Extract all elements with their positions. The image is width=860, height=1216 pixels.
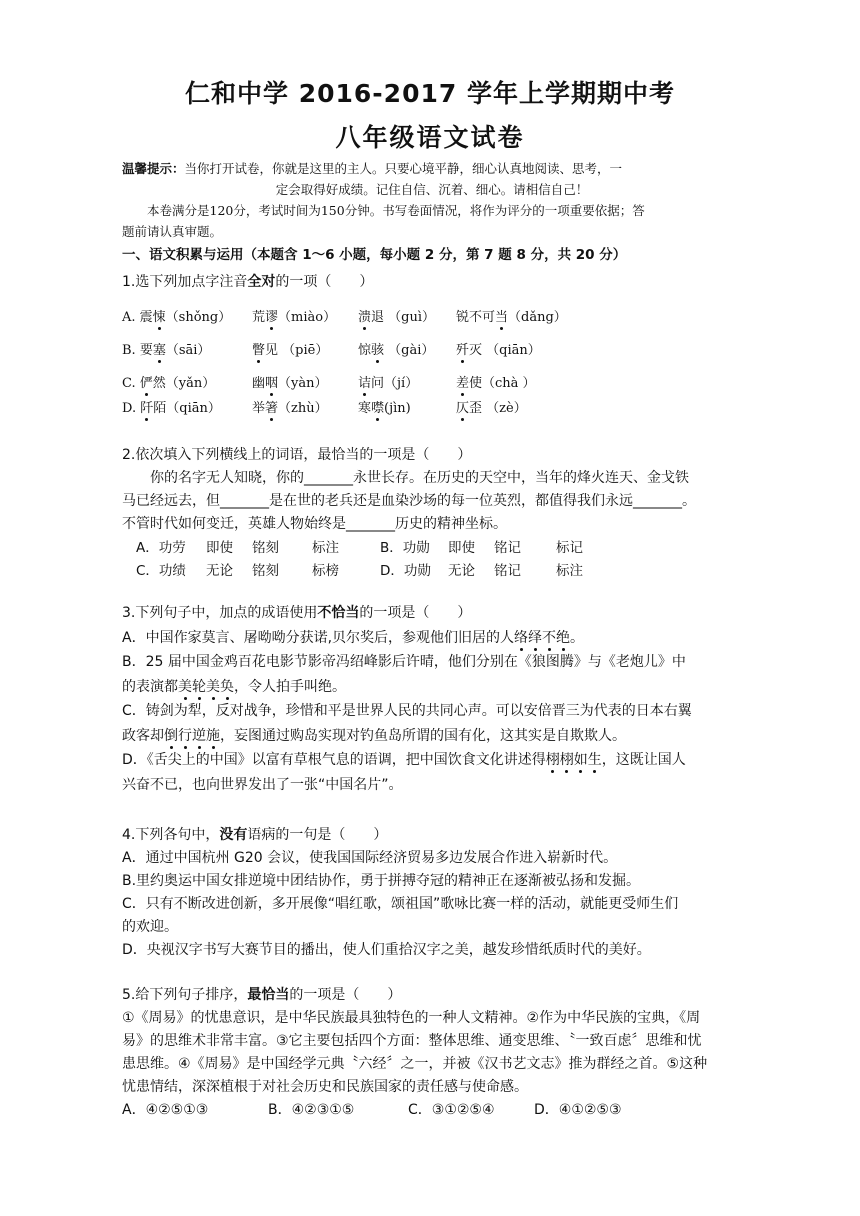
section-heading: 一、语文积累与运用（本题含 1～6 小题，每小题 2 分，第 7 题 8 分，共 20 分） xyxy=(122,247,627,263)
warm-tip xyxy=(122,158,742,200)
q3-option-b-line2: 的表演都美轮美奂，令人拍手叫绝。 xyxy=(122,678,346,695)
question-2 xyxy=(122,444,742,536)
question-1-stem xyxy=(122,271,742,294)
q2-passage-line1: 你的名字无人知晓，你的_______永世长存。在历史的天空中，当年的烽火连天、金戈铁 xyxy=(150,470,689,486)
exam-subtitle: 八年级语文试卷 xyxy=(335,123,525,152)
q4-stem: 4.下列各句中，没有语病的一句是（ ） xyxy=(122,827,388,843)
q5-option-a: A．④②⑤①③ xyxy=(122,1102,209,1118)
q3-option-a: A．中国作家莫言、屠呦呦分获诺,贝尔奖后，参观他们旧居的人络绎不绝。 xyxy=(122,629,585,646)
q5-option-b: B．④②③①⑤ xyxy=(268,1102,355,1118)
q5-sentences-line2: 易》的思维术非常丰富。③它主要包括四个方面：整体思维、通变思维、〝一致百虑〞思维和忧 xyxy=(122,1033,702,1049)
q4-option-b: B.里约奥运中国女排逆境中团结协作，勇于拼搏夺冠的精神正在逐渐被弘扬和发掘。 xyxy=(122,873,641,889)
q5-option-c: C．③①②⑤④ xyxy=(408,1102,495,1118)
dotted-idiom: 栩栩如生 xyxy=(545,752,602,768)
q4-option-c-line2: 的欢迎。 xyxy=(122,919,178,935)
q1-stem-key: 全对 xyxy=(247,274,276,290)
q4-option-c-line1: C．只有不断改进创新，多开展像“唱红歌，颂祖国”歌咏比赛一样的活动，就能更受师生们 xyxy=(122,896,679,912)
q1-stem-text: 1.选下列加点字注音 xyxy=(122,274,248,290)
warm-tip-label: 温馨提示： xyxy=(122,161,185,176)
q5-option-d: D．④①②⑤③ xyxy=(534,1102,622,1118)
q3-option-d-line2: 兴奋不已，也向世界发出了一张“中国名片”。 xyxy=(122,776,403,793)
q3-stem: 3.下列句子中，加点的成语使用不恰当的一项是（ ） xyxy=(122,605,472,621)
q2-passage-line2: 马已经远去，但_______是在世的老兵还是血染沙场的每一位英烈，都值得我们永远_______。 xyxy=(122,493,696,509)
warm-tip-line2: 定会取得好成绩。记住自信、沉着、细心。请相信自己！ xyxy=(275,182,589,197)
exam-page: 仁和中学 2016-2017 学年上学期期中考 八年级语文试卷 温馨提示：当你打开试卷，你就是这里的主人。只要心境平静，细心认真地阅读、思考，一 定会取得好成绩。记住自信、沉着、细心。请相信自己！ 本卷满分是120分，考试时间为150分钟。书写卷面情况，将作为评分的一项重要依据；答 题前请认真审题。 一、语文积累与运用（本题含 1～6 小题，每小题 2 分，第 7 题 8 分，共 20 分） 1.选下列加点字注音全对的一项（ ） A. 震悚（shǒng） 荒谬（miào） 溃退 （guì） 锐不可当（dǎng） B. 要塞（sāi） 瞥见 （piē） 惊骇 （gài） 歼灭 （qiān） C. 俨然（yǎn） 幽咽（yàn） 诘问（jí） 差使（chà ） D. 阡陌（qiān） 举箸（zhù） 寒噤(jìn) 仄歪 （zè） 2.依次填入下列横线上的词语，最恰当的一项是（ ） 你的名字无人知晓，你的_______永世长存。在历史的天空中，当年的烽火连天、金戈铁 马已经远去，但_______是在世的老兵还是血染沙场的每一位英烈，都值得我们永远_______。 不管时代如何变迁，英雄人物始终是_______历史的精神坐标。 A．功劳 即使 铭刻 标注 B．功勋 即使 铭记 标记 C．功绩 无论 铭刻 标榜 D．功勋 无论 铭记 标注 3.下列句子中，加点的成语使用不恰当的一项是（ ） A．中国作家莫言、屠呦呦分获诺,贝尔奖后，参观他们旧居的人络绎不绝。 B．25 届中国金鸡百花电影节影帝冯绍峰影后许晴，他们分别在《狼图腾》与《老炮儿》中 的表演都美轮美奂，令人拍手叫绝。 C．铸剑为犁，反对战争，珍惜和平是世界人民的共同心声。可以安倍晋三为代表的日本右翼 政客却倒行逆施，妄图通过购岛实现对钓鱼岛所谓的国有化，这其实是自欺欺人。 D．《舌尖上的中国》以富有草根气息的语调，把中国饮食文化讲述得栩栩如生，这既让国人 兴奋不已，也向世界发出了一张“中国名片”。 4.下列各句中，没有语病的一句是（ ） A．通过中国杭州 G20 会议，使我国国际经济贸易多边发展合作进入崭新时代。 B.里约奥运中国女排逆境中团结协作，勇于拼搏夺冠的精神正在逐渐被弘扬和发掘。 C．只有不断改进创新，多开展像“唱红歌，颂祖国”歌咏比赛一样的活动，就能更受师生们 的欢迎。 D．央视汉字书写大赛节目的播出，使人们重拾汉字之美，越发珍惜纸质时代的美好。 5.给下列句子排序，最恰当的一项是（ ） ①《周易》的忧患意识，是中华民族最具独特色的一种人文精神。②作为中华民族的宝典，《周 易》的思维术非常丰富。③它主要包括四个方面：整体思维、通变思维、〝一致百虑〞思维和忧 患思维。④《周易》是中国经学元典〝六经〞之一，并被《汉书艺文志》推为群经之首。⑤这种 忧患情结，深深植根于对社会历史和民族国家的责任感与使命感。 A．④②⑤①③ B．④②③①⑤ C．③①②⑤④ D．④①②⑤③ xyxy=(0,0,860,1216)
q5-sentences-line1: ①《周易》的忧患意识，是中华民族最具独特色的一种人文精神。②作为中华民族的宝典，《周 xyxy=(122,1010,701,1026)
exam-note-line2: 题前请认真审题。 xyxy=(122,224,223,239)
exam-note xyxy=(122,200,742,242)
question-5 xyxy=(122,984,742,1099)
q5-stem: 5.给下列句子排序，最恰当的一项是（ ） xyxy=(122,987,402,1003)
exam-note-line1: 本卷满分是120分，考试时间为150分钟。书写卷面情况，将作为评分的一项重要依据；答 xyxy=(147,203,645,218)
q3-option-d-line1: D．《舌尖上的中国》以富有草根气息的语调，把中国饮食文化讲述得栩栩如生，这既让国人 xyxy=(122,752,686,768)
q4-option-d: D．央视汉字书写大赛节目的播出，使人们重拾汉字之美，越发珍惜纸质时代的美好。 xyxy=(122,942,651,958)
q5-sentences-line3: 患思维。④《周易》是中国经学元典〝六经〞之一，并被《汉书艺文志》推为群经之首。⑤这种 xyxy=(122,1056,708,1072)
q5-sentences-line4: 忧患情结，深深植根于对社会历史和民族国家的责任感与使命感。 xyxy=(122,1079,528,1095)
q3-option-c-line2: 政客却倒行逆施，妄图通过购岛实现对钓鱼岛所谓的国有化，这其实是自欺欺人。 xyxy=(122,727,626,744)
q2-stem: 2.依次填入下列横线上的词语，最恰当的一项是（ ） xyxy=(122,447,472,463)
dotted-idiom: 倒行逆施 xyxy=(164,727,220,744)
q3-option-b-line1: B．25 届中国金鸡百花电影节影帝冯绍峰影后许晴，他们分别在《狼图腾》与《老炮儿》中 xyxy=(122,654,686,670)
q1-stem-tail: 的一项（ ） xyxy=(275,274,374,290)
warm-tip-line1: 当你打开试卷，你就是这里的主人。只要心境平静，细心认真地阅读、思考，一 xyxy=(184,161,623,176)
q3-option-c-line1: C．铸剑为犁，反对战争，珍惜和平是世界人民的共同心声。可以安倍晋三为代表的日本右翼 xyxy=(122,703,692,719)
exam-title: 仁和中学 2016-2017 学年上学期期中考 xyxy=(185,79,675,108)
question-4 xyxy=(122,824,742,962)
q4-option-a: A．通过中国杭州 G20 会议，使我国国际经济贸易多边发展合作进入崭新时代。 xyxy=(122,850,618,866)
q2-passage-line3: 不管时代如何变迁，英雄人物始终是_______历史的精神坐标。 xyxy=(122,516,507,532)
question-3 xyxy=(122,601,742,797)
dotted-idiom: 美轮美奂 xyxy=(178,678,234,695)
dotted-idiom: 络绎不绝 xyxy=(514,629,571,646)
